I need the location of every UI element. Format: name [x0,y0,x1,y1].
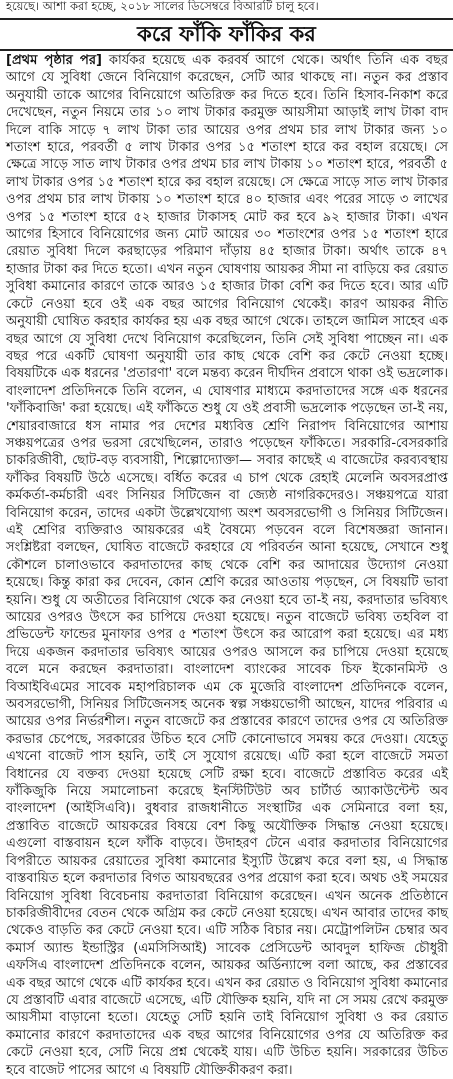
article-paragraph [6,52,448,1079]
previous-article-last-line: হয়েছে। আশা করা হচ্ছে, ২০১৮ সালের ডিসেম্বরে বিআরটি চালু হবে। [6,0,319,13]
article-body [6,52,448,1078]
headline-divider [0,49,453,51]
headline: করে ফাঁকি ফাঁকির কর [137,22,316,46]
article-text: কার্যকর হয়েছে এক করবর্ষ আগে থেকে। অর্থাৎ তিনি এক বছর আগে যে সুবিধা জেনে বিনিয়োগ করেছেন, সেটি আর থাকছে না। নতুন কর প্রস্তাব অনুযায়ী তাকে আগের বিনিয়োগে অতিরিক্ত কর দিতে হবে। তিনি হিসাব-নিকাশ করে দেখেছেন, নতুন নিয়মে তার ১০ লাখ টাকার করমুক্ত আয়সীমা আড়াই লাখ টাকা বাদ দিলে বাকি সাড়ে ৭ লাখ টাকা তার আয়ের ওপর প্রথম চার লাখ টাকার জন্য ১০ শতাংশ হারে, পরবর্তী ৫ লাখ টাকার ওপর ১৫ শতাংশ হারে কর বহাল রয়েছে। সে ক্ষেত্রে সাড়ে সাত লাখ টাকার ওপর প্রথম চার লাখ টাকায় ১০ শতাংশ হারে, পরবর্তী ৫ লাখ টাকার ওপর ১৫ শতাংশ হারে কর বহাল রয়েছে। সে ক্ষেত্রে সাড়ে সাত লাখ টাকার ওপর প্রথম চার লাখ টাকায় ১০ শতাংশ হারে ৪০ হাজার এবং পরের সাড়ে ৩ লাখের ওপর ১৫ শতাংশ হারে ৫২ হাজার টাকাসহ মোট কর হবে ৯২ হাজার টাকা। এখন আগের হিসাবে বিনিয়োগের জন্য মোট আয়ের ৩০ শতাংশের ওপর ১৫ শতাংশ হারে রেয়াত সুবিধা দিলে করছাড়ের পরিমাণ দাঁড়ায় ৪৫ হাজার টাকা। অর্থাৎ তাকে ৪৭ হাজার টাকা কর দিতে হতো। এখন নতুন ঘোষণায় আয়কর সীমা না বাড়িয়ে কর রেয়াত সুবিধা কমানোর কারণে তাকে আরও ১৫ হাজার টাকা বেশি কর দিতে হবে। আর এটি কেটে নেওয়া হবে ওই এক বছর আগের বিনিয়োগ থেকেই। কারণ আয়কর নীতি অনুযায়ী ঘোষিত করহার কার্যকর হয় এক বছর আগে থেকে। তাহলে জামিল সাহেব এক বছর আগে যে সুবিধা দেখে বিনিয়োগ করেছিলেন, তিনি সেই সুবিধা পাচ্ছেন না। এক বছর পরে একটি ঘোষণা অনুযায়ী তার কাছ থেকে বেশি কর কেটে নেওয়া হচ্ছে। বিষয়টিকে এক ধরনের 'প্রতারণা' বলে মন্তব্য করেন দীর্ঘদিন প্রবাসে থাকা ওই ভদ্রলোক। বাংলাদেশ প্রতিদিনকে তিনি বলেন, এ ঘোষণার মাধ্যমে করদাতাদের সঙ্গে এক ধরনের 'ফাঁকিবাজি' করা হয়েছে। এই ফাঁকিতে শুধু যে ওই প্রবাসী ভদ্রলোক পড়েছেন তা-ই নয়, শেয়ারবাজারে ধস নামার পর দেশের মধ্যবিত্ত শ্রেণি নিরাপদ বিনিয়োগের আশায় সঞ্চয়পত্রের ওপর ভরসা রেখেছিলেন, তারাও পড়েছেন ফাঁকিতে। সরকারি-বেসরকারি চাকরিজীবী, ছোট-বড় ব্যবসায়ী, শিল্পোদ্যোক্তা— সবার কাছেই এ বাজেটের করব্যবস্থায় ফাঁকির বিষয়টি উঠে এসেছে। বর্ধিত করের এ চাপ থেকে রেহাই মেলেনি অবসরপ্রাপ্ত কর্মকর্তা-কর্মচারী এবং সিনিয়র সিটিজেন বা জ্যেষ্ঠ নাগরিকদেরও। সঞ্চয়পত্রে যারা বিনিয়োগ করেন, তাদের একটা উল্লেখযোগ্য অংশ অবসরভোগী ও সিনিয়র সিটিজেন। এই শ্রেণির ব্যক্তিরাও আয়করের এই বৈষম্যে পড়বেন বলে বিশেষজ্ঞরা জানান। সংশ্লিষ্টরা বলছেন, ঘোষিত বাজেটে করহারে যে পরিবর্তন আনা হয়েছে, সেখানে শুধু কৌশলে চালাওভাবে করদাতাদের কাছ থেকে বেশি কর আদায়ের উদ্যোগ নেওয়া হয়েছে। কিন্তু কারা কর দেবেন, কোন শ্রেণি করের আওতায় পড়ছেন, সে বিষয়টি ভাবা হয়নি। শুধু যে অতীতের বিনিয়োগ থেকে কর নেওয়া হবে তা-ই নয়, করদাতার ভবিষ্যৎ আয়ের ওপরও উৎসে কর চাপিয়ে দেওয়া হয়েছে। নতুন বাজেটে ভবিষ্য তহবিল বা প্রভিডেন্ট ফান্ডের মুনাফার ওপর ৫ শতাংশ উৎসে কর আরোপ করা হয়েছে। এর মধ্য দিয়ে একজন করদাতার ভবিষ্যৎ আয়ের ওপরও আসলে কর চাপিয়ে দেওয়া হয়েছে বলে মনে করছেন করদাতারা। বাংলাদেশ ব্যাংকের সাবেক চিফ ইকোনমিস্ট ও বিআইবিএমের সাবেক মহাপরিচালক এম কে মুজেরি বাংলাদেশ প্রতিদিনকে বলেন, অবসরভোগী, সিনিয়র সিটিজেনসহ অনেক স্বল্প সঞ্চয়ভোগী আছেন, যাদের পরিবার এ আয়ের ওপর নির্ভরশীল। নতুন বাজেটে কর প্রস্তাবের কারণে তাদের ওপর যে অতিরিক্ত করভার চেপেছে, সরকারের উচিত হবে সেটি কোনোভাবে সমন্বয় করে দেওয়া। যেহেতু এখনো বাজেট পাস হয়নি, তাই সে সুযোগ রয়েছে। এটি করা হলে বাজেটে সমতা বিধানের যে বক্তব্য দেওয়া হয়েছে সেটি রক্ষা হবে। বাজেটে প্রস্তাবিত করের এই ফাঁকিজুকি নিয়ে সমালোচনা করেছে ইনস্টিটিউট অব চার্টার্ড অ্যাকাউন্টেন্ট অব বাংলাদেশ (আইসিএবি)। বুধবার রাজধানীতে সংস্থাটির এক সেমিনারে বলা হয়, প্রস্তাবিত বাজেটে আয়করের বিষয়ে বেশ কিছু অযৌক্তিক সিদ্ধান্ত নেওয়া হয়েছে। এগুলো বাস্তবায়ন হলে ফাঁকি বাড়বে। উদাহরণ টেনে এবার করদাতার বিনিয়োগের বিপরীতে আয়কর রেয়াতের সুবিধা কমানোর ইস্যুটি উল্লেখ করে বলা হয়, এ সিদ্ধান্ত বাস্তবায়িত হলে করদাতার বিগত আয়বছরের ওপর প্রয়োগ করা হবে। অথচ ওই সময়ের বিনিয়োগ সুবিধা বিবেচনায় করদাতারা বিনিয়োগ করেছেন। এখন অনেক প্রতিষ্ঠানে চাকরিজীবীদের বেতন থেকে অগ্রিম কর কেটে নেওয়া হয়েছে। এখন আবার তাদের কাছ থেকেও বাড়তি কর কেটে নেওয়া হবে। এটি সঠিক বিচার নয়। মেট্রোপলিটন চেম্বার অব কমার্স অ্যান্ড ইন্ডাস্ট্রির (এমসিসিআই) সাবেক প্রেসিডেন্ট আবদুল হাফিজ চৌধুরী এফসিএ বাংলাদেশ প্রতিদিনকে বলেন, আয়কর অর্ডিন্যান্সে বলা আছে, কর প্রস্তাবের এক বছর আগে থেকে এটি কার্যকর হবে। এখন কর রেয়াত ও বিনিয়োগ সুবিধা কমানোর যে প্রস্তাবটি এবার বাজেটে এসেছে, এটি যৌক্তিক হয়নি, যদি না সে সময় রেখে করমুক্ত আয়সীমা বাড়ানো হতো। যেহেতু সেটি হয়নি তাই বিনিয়োগ সুবিধা ও কর রেয়াত কমানোর কারণে করদাতাদের এক বছর আগের বিনিয়োগের ওপর যে অতিরিক্ত কর কেটে নেওয়া হবে, সেটি নিয়ে প্রশ্ন থেকেই যায়। এটি উচিত হয়নি। সরকারের উচিত হবে বাজেট পাসের আগে এ বিষয়টি যৌক্তিকীকরণ করা। [6,53,448,1078]
continued-label: [প্রথম পৃষ্ঠার পর] [6,53,102,68]
